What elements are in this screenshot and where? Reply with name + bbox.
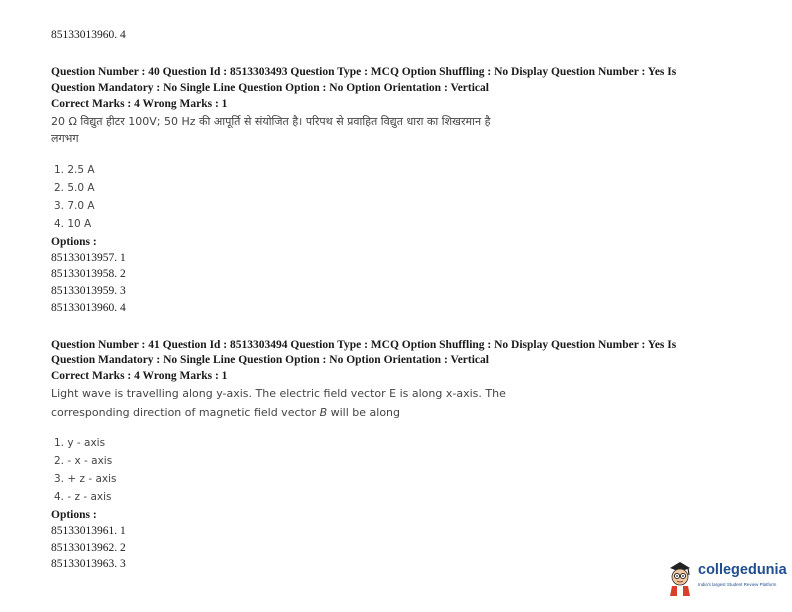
q40-option-id-3: 85133013959. 3: [51, 285, 126, 297]
q41-header-line1: Question Number : 41 Question Id : 8513303494 Question Type : MCQ Option Shuffling : No Display Question Number : Yes Is: [51, 339, 677, 351]
q41-option-id-1: 85133013961. 1: [51, 525, 126, 537]
q40-text-line2: लगभग: [51, 132, 79, 145]
q40-marks: Correct Marks : 4 Wrong Marks : 1: [51, 98, 228, 110]
q40-options-label: Options :: [51, 236, 97, 248]
q40-header-line2: Question Mandatory : No Single Line Question Option : No Option Orientation : Vertical: [51, 82, 489, 94]
q40-option-2: 2. 5.0 A: [54, 182, 95, 194]
q41-option-4: 4. - z - axis: [54, 491, 112, 503]
q40-option-id-1: 85133013957. 1: [51, 252, 126, 264]
q41-option-id-2: 85133013962. 2: [51, 542, 126, 554]
collegedunia-watermark: [664, 558, 788, 602]
q40-option-1: 1. 2.5 A: [54, 164, 95, 176]
q41-text-line2: [51, 406, 400, 419]
q40-option-id-2: 85133013958. 2: [51, 268, 126, 280]
brand-name: collegedunia: [698, 562, 787, 578]
q41-marks: Correct Marks : 4 Wrong Marks : 1: [51, 370, 228, 382]
q41-text-line2-start: corresponding direction of magnetic field vector: [51, 406, 320, 419]
q41-header-line2: Question Mandatory : No Single Line Question Option : No Option Orientation : Vertical: [51, 354, 489, 366]
q40-option-3: 3. 7.0 A: [54, 200, 95, 212]
q40-text-line1: 20 Ω विद्युत हीटर 100V; 50 Hz की आपूर्ति से संयोजित है। परिपथ से प्रवाहित विद्युत धारा का शिखरमान है: [51, 115, 491, 128]
previous-option-id: 85133013960. 4: [51, 29, 126, 41]
q41-option-3: 3. + z - axis: [54, 473, 117, 485]
q40-header-line1: Question Number : 40 Question Id : 8513303493 Question Type : MCQ Option Shuffling : No Display Question Number : Yes Is: [51, 66, 677, 78]
q41-text-line2-end: will be along: [327, 406, 401, 419]
q41-option-2: 2. - x - axis: [54, 455, 113, 467]
q41-text-line1: Light wave is travelling along y-axis. The electric field vector E is along x-axis. The: [51, 387, 506, 400]
q41-option-id-3: 85133013963. 3: [51, 558, 126, 570]
q41-vector-b: B: [319, 406, 328, 419]
q40-option-4: 4. 10 A: [54, 218, 92, 230]
q41-option-1: 1. y - axis: [54, 437, 106, 449]
brand-tagline: India's largest Student Review Platform: [698, 582, 777, 587]
q41-options-label: Options :: [51, 509, 97, 521]
mascot-icon: [664, 558, 696, 598]
q40-option-id-4: 85133013960. 4: [51, 302, 126, 314]
